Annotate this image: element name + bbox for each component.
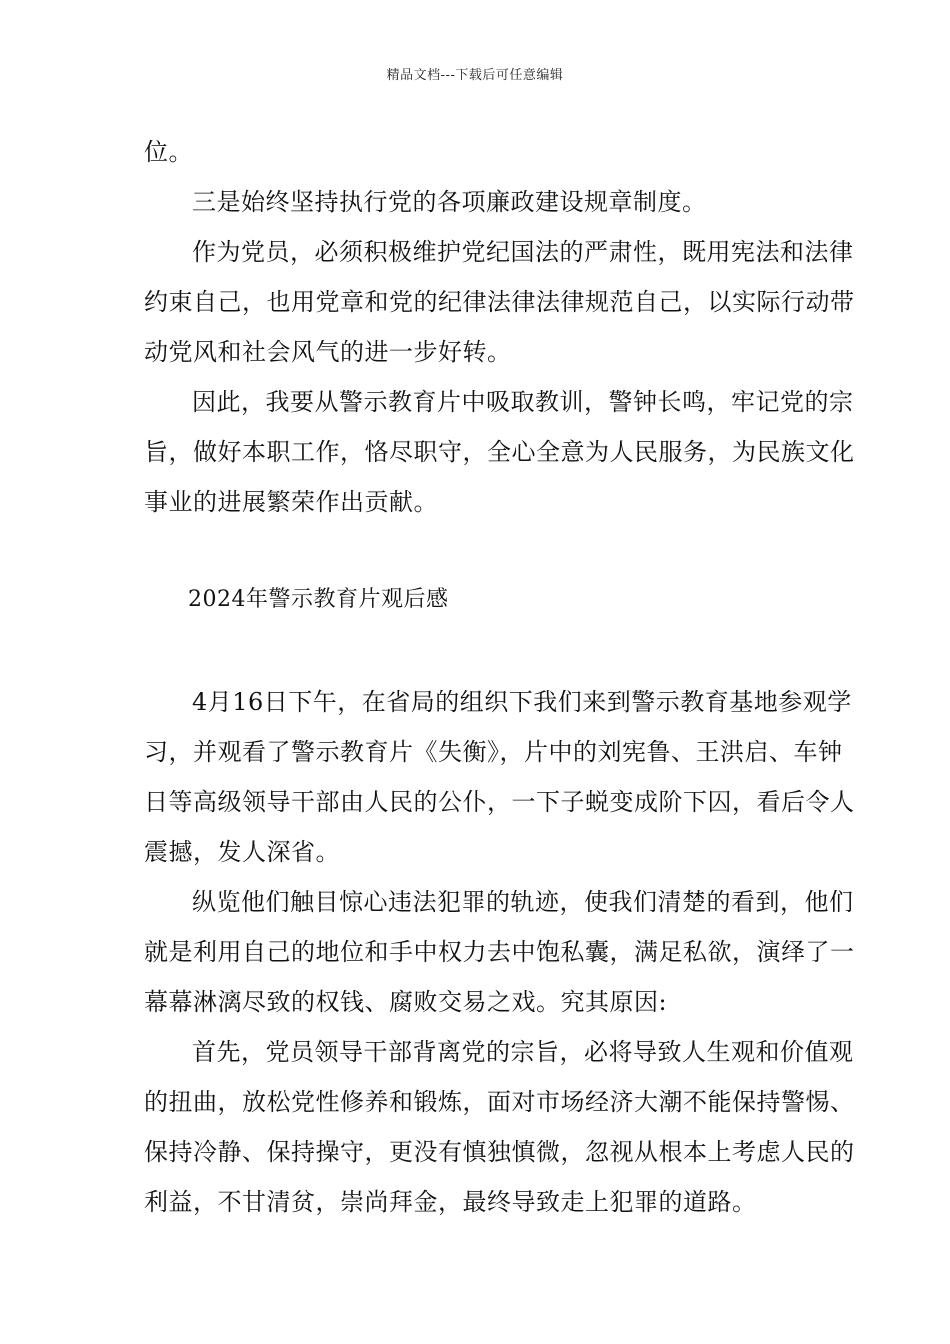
paragraph-line: 就是利用自己的地位和手中权力去中饱私囊，满足私欲，演绎了一 bbox=[144, 938, 855, 966]
section-title: 2024年警示教育片观后感 bbox=[188, 587, 449, 612]
paragraph-line: 旨，做好本职工作，恪尽职守，全心全意为人民服务，为民族文化 bbox=[144, 438, 855, 466]
paragraph-line: 日等高级领导干部由人民的公仆，一下子蜕变成阶下囚，看后令人 bbox=[144, 788, 855, 816]
paragraph-line: 作为党员，必须积极维护党纪国法的严肃性，既用宪法和法律 bbox=[192, 238, 854, 266]
paragraph-line: 因此，我要从警示教育片中吸取教训，警钟长鸣，牢记党的宗 bbox=[192, 388, 854, 416]
paragraph-line: 纵览他们触目惊心违法犯罪的轨迹，使我们清楚的看到，他们 bbox=[192, 888, 854, 916]
paragraph-line: 幕幕淋漓尽致的权钱、腐败交易之戏。究其原因: bbox=[144, 988, 668, 1016]
paragraph-line: 习，并观看了警示教育片《失衡》，片中的刘宪鲁、王洪启、车钟 bbox=[144, 738, 843, 766]
spacer bbox=[144, 527, 808, 575]
paragraph-line: 保持冷静、保持操守，更没有慎独慎微，忽视从根本上考虑人民的 bbox=[144, 1138, 855, 1166]
paragraph-line: 位。 bbox=[144, 138, 193, 166]
paragraph-line: 动党风和社会风气的进一步好转。 bbox=[144, 338, 512, 366]
paragraph-line: 利益，不甘清贫，崇尚拜金，最终导致走上犯罪的道路。 bbox=[144, 1188, 757, 1216]
paragraph-line: 三是始终坚持执行党的各项廉政建设规章制度。 bbox=[192, 188, 707, 216]
paragraph-line: 4月16日下午，在省局的组织下我们来到警示教育基地参观学 bbox=[192, 688, 852, 716]
paragraph-line: 首先，党员领导干部背离党的宗旨，必将导致人生观和价值观 bbox=[192, 1038, 854, 1066]
paragraph-line: 事业的进展繁荣作出贡献。 bbox=[144, 488, 438, 516]
paragraph-line: 约束自己，也用党章和党的纪律法律法律规范自己，以实际行动带 bbox=[144, 288, 855, 316]
spacer bbox=[144, 625, 808, 677]
paragraph-line: 震撼，发人深省。 bbox=[144, 838, 340, 866]
paragraph-line: 的扭曲，放松党性修养和锻炼，面对市场经济大潮不能保持警惕、 bbox=[144, 1088, 855, 1116]
page-header: 精品文档---下载后可任意编辑 bbox=[386, 68, 564, 83]
document-body bbox=[144, 127, 855, 1227]
